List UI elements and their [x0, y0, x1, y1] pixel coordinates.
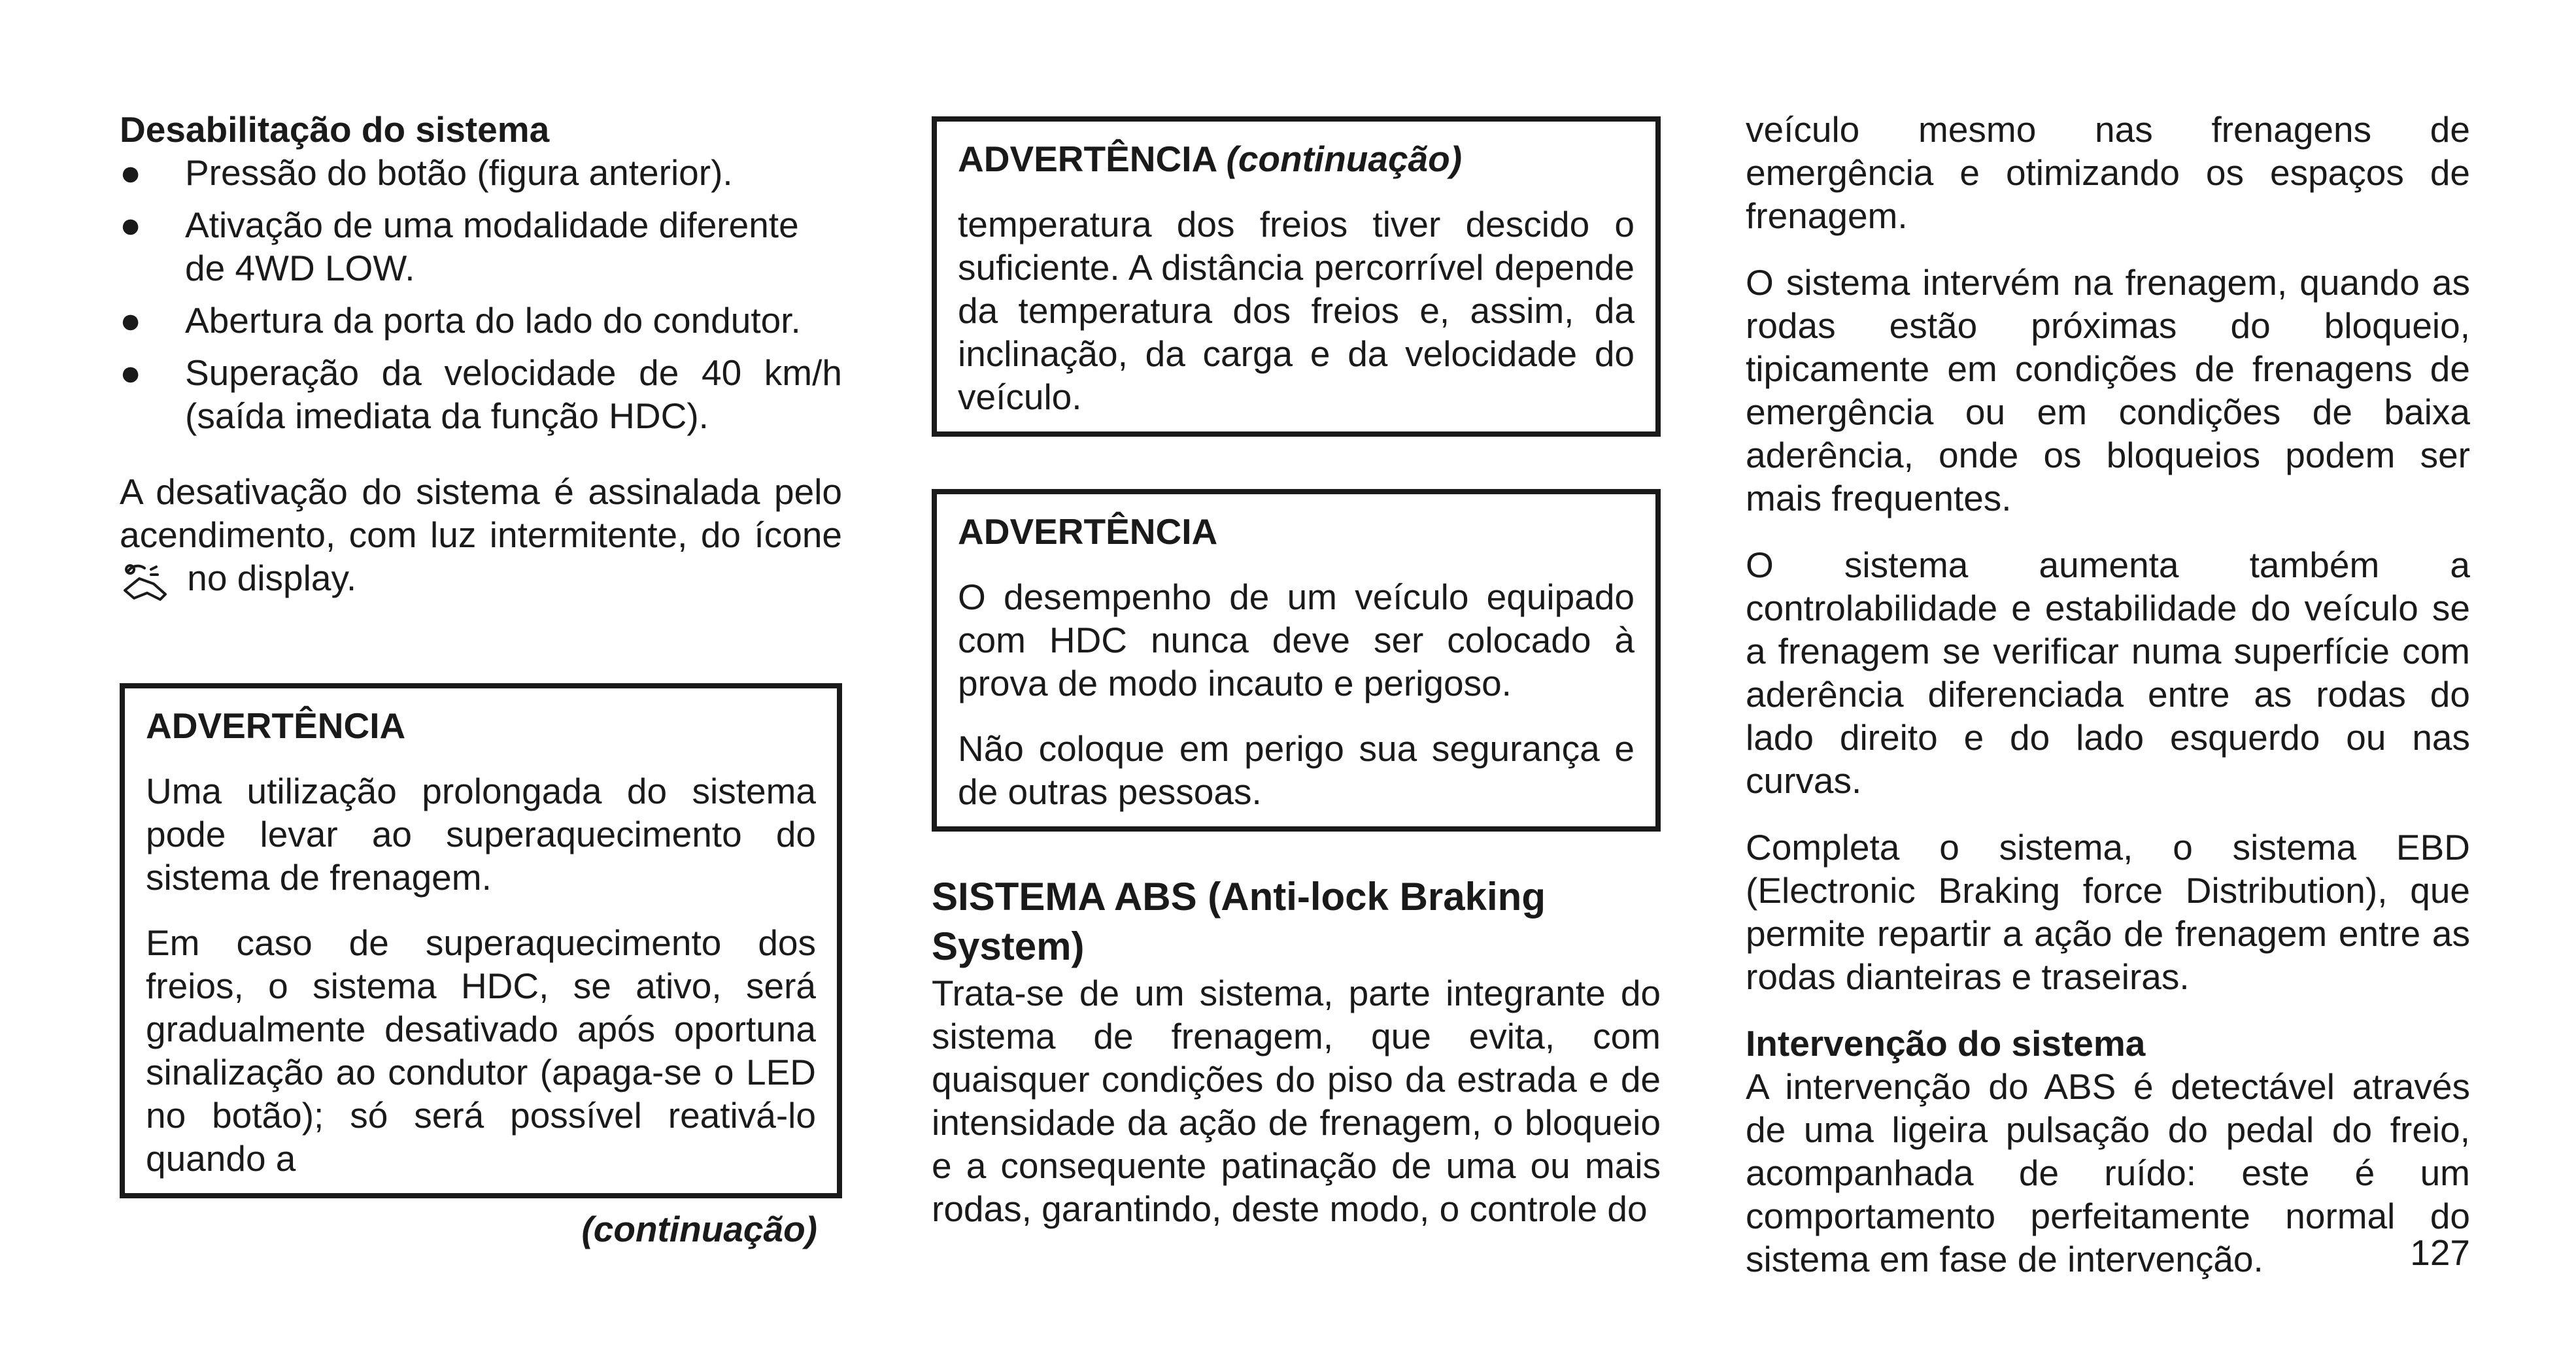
right-column	[1746, 108, 2470, 1281]
warning-text: O desempenho de um veículo equipado com HDC nunca deve ser colocado à prova de modo incauto e perigoso.	[958, 577, 1635, 703]
left-column	[120, 108, 842, 1251]
warning-text: Não coloque em perigo sua segurança e de outras pessoas.	[958, 728, 1635, 812]
bullet-icon: ●	[120, 352, 142, 393]
abs-paragraph: O sistema aumenta também a controlabilidade e estabilidade do veículo se a frenagem se verificar numa superfície com aderência diferenciada entre as rodas do lado direito e do lado esquerdo ou nas curvas.	[1746, 545, 2470, 801]
list-item: ● Ativação de uma modalidade diferente de 4WD LOW.	[120, 205, 799, 288]
warning-title: ADVERTÊNCIA (continuação)	[958, 139, 1463, 179]
abs-paragraph: veículo mesmo nas frenagens de emergência e otimizando os espaços de frenagem.	[1746, 109, 2470, 236]
section-subheading: Intervenção do sistema	[1746, 1023, 2146, 1064]
warning-box-continued	[932, 116, 1661, 437]
abs-description: Trata-se de um sistema, parte integrante do sistema de frenagem, que evita, com quaisquer condições do piso da estrada e de intensidade da ação de frenagem, o bloqueio e a consequente patinação de uma ou mais rodas, garantindo, deste modo, o controle do	[932, 973, 1661, 1229]
warning-title: ADVERTÊNCIA	[146, 705, 406, 746]
warning-box-overheating	[120, 683, 842, 1198]
disable-conditions-list	[120, 151, 842, 437]
intervention-paragraph: A intervenção do ABS é detectável através de uma ligeira pulsação do pedal do freio, acompanhada de ruído: este é um comportamento perfeitamente normal do sistema em fase de intervenção.	[1746, 1066, 2470, 1279]
bullet-icon: ●	[120, 205, 142, 245]
hdc-descent-icon	[120, 560, 172, 602]
warning-title: ADVERTÊNCIA	[958, 511, 1218, 552]
warning-text: Em caso de superaquecimento dos freios, o sistema HDC, se ativo, será gradualmente desativado após oportuna sinalização ao condutor (apaga-se o LED no botão); só será possível reativá-lo quando a	[146, 922, 816, 1179]
list-item: ● Pressão do botão (figura anterior).	[120, 152, 733, 193]
warning-box-hdc	[932, 489, 1661, 832]
middle-column	[932, 116, 1661, 1230]
continuation-note: (continuação)	[581, 1209, 817, 1249]
warning-text: Uma utilização prolongada do sistema pode levar ao superaquecimento do sistema de frenagem.	[146, 771, 816, 898]
list-item: ● Superação da velocidade de 40 km/h (saída imediata da função HDC).	[120, 352, 842, 436]
abs-paragraph: O sistema intervém na frenagem, quando as rodas estão próximas do bloqueio, tipicamente em condições de frenagens de emergência ou em condições de baixa aderência, onde os bloqueios podem ser mais frequentes.	[1746, 262, 2470, 518]
list-item: ● Abertura da porta do lado do condutor.	[120, 300, 801, 341]
page-number: 127	[2410, 1232, 2470, 1273]
warning-text: temperatura dos freios tiver descido o suficiente. A distância percorrível depende da temperatura dos freios e, assim, da inclinação, da carga e da velocidade do veículo.	[958, 204, 1635, 417]
section-title-abs: SISTEMA ABS (Anti-lock Braking System)	[932, 875, 1546, 968]
ebd-paragraph: Completa o sistema, o sistema EBD (Electronic Braking force Distribution), que permite repartir a ação de frenagem entre as rodas dianteiras e traseiras.	[1746, 827, 2470, 997]
deactivation-paragraph: A desativação do sistema é assinalada pelo acendimento, com luz intermitente, do ícone no display.	[120, 470, 842, 602]
bullet-icon: ●	[120, 300, 142, 341]
bullet-icon: ●	[120, 152, 142, 193]
section-subheading: Desabilitação do sistema	[120, 109, 550, 150]
